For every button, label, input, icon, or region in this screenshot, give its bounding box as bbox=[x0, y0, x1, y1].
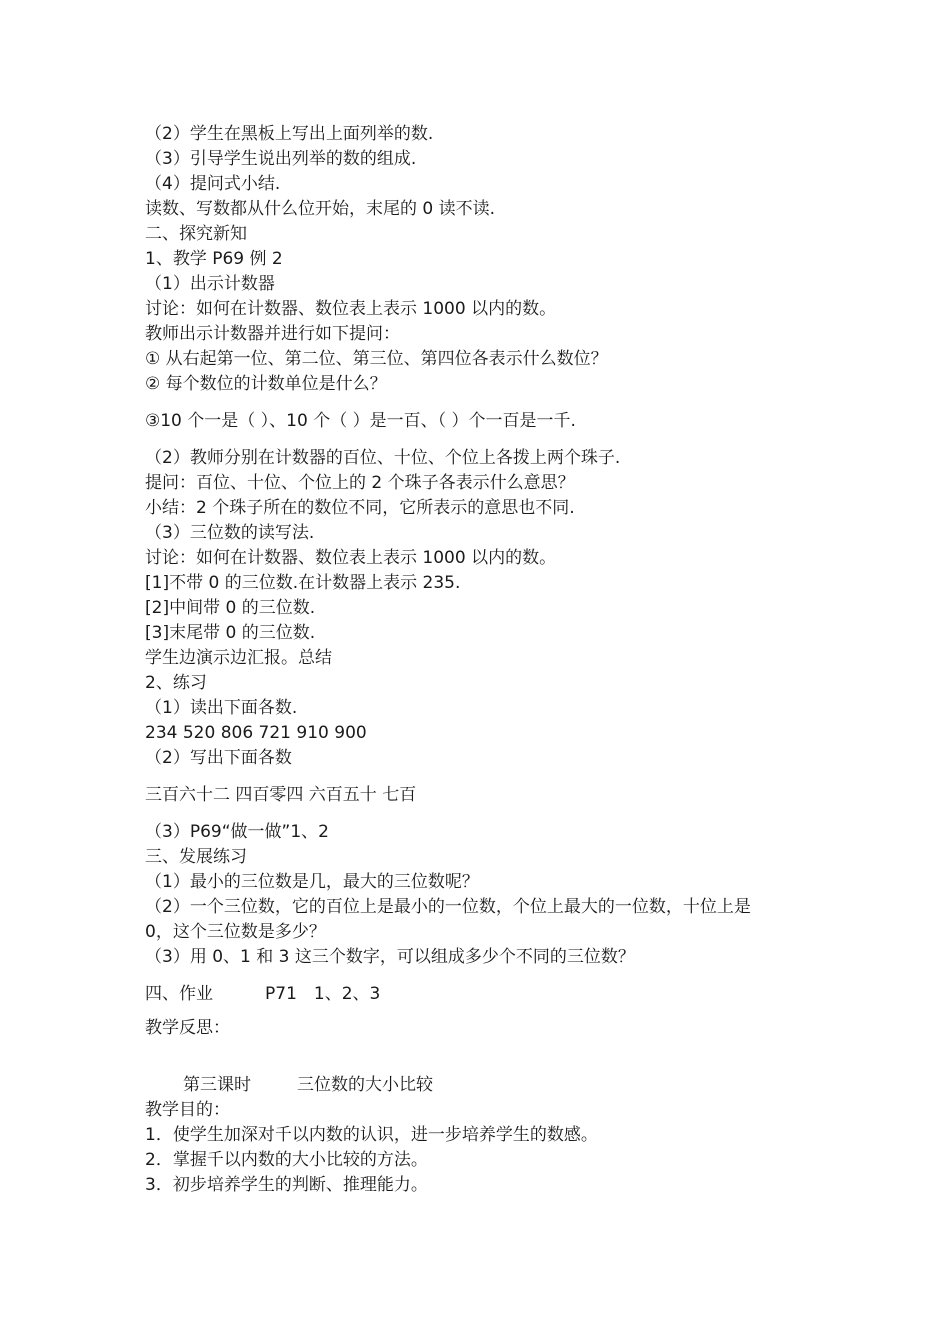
text-line: 讨论：如何在计数器、数位表上表示 1000 以内的数。 bbox=[145, 548, 557, 568]
list-item: [2]中间带 0 的三位数. bbox=[145, 598, 316, 618]
number-list: 234 520 806 721 910 900 bbox=[145, 723, 367, 743]
question-item: （1）最小的三位数是几，最大的三位数呢？ bbox=[145, 872, 479, 892]
text-line: （1）读出下面各数. bbox=[145, 698, 298, 718]
lesson-title bbox=[145, 1073, 825, 1098]
objective-item: 2．掌握千以内数的大小比较的方法。 bbox=[145, 1150, 428, 1170]
question-item: ② 每个数位的计数单位是什么？ bbox=[145, 374, 387, 394]
text-line: 学生边演示边汇报。总结 bbox=[145, 648, 332, 668]
question-item: （3）用 0、1 和 3 这三个数字，可以组成多少个不同的三位数？ bbox=[145, 947, 635, 967]
section-heading: 四、作业 bbox=[145, 984, 213, 1004]
question-item: （2）一个三位数，它的百位上是最小的一位数，个位上最大的一位数，十位上是 bbox=[145, 897, 751, 917]
number-words: 三百六十二 四百零四 六百五十 七百 bbox=[145, 785, 417, 805]
text-line: （3）P69“做一做”1、2 bbox=[145, 822, 329, 842]
lesson-number: 第三课时 bbox=[183, 1075, 251, 1095]
question-item-continued: 0，这个三位数是多少？ bbox=[145, 922, 326, 942]
subsection-heading: 1、教学 P69 例 2 bbox=[145, 249, 283, 269]
reflection-label: 教学反思： bbox=[145, 1018, 230, 1038]
homework-pages: P71 1、2、3 bbox=[265, 984, 381, 1004]
section-heading: 三、发展练习 bbox=[145, 847, 247, 867]
objective-item: 1．使学生加深对千以内数的认识，进一步培养学生的数感。 bbox=[145, 1125, 598, 1145]
text-line: 教师出示计数器并进行如下提问： bbox=[145, 324, 400, 344]
lesson-topic: 三位数的大小比较 bbox=[297, 1075, 433, 1095]
objective-item: 3．初步培养学生的判断、推理能力。 bbox=[145, 1175, 428, 1195]
objectives-heading: 教学目的： bbox=[145, 1100, 230, 1120]
text-line: 讨论：如何在计数器、数位表上表示 1000 以内的数。 bbox=[145, 299, 557, 319]
text-line: 小结：2 个珠子所在的数位不同，它所表示的意思也不同. bbox=[145, 498, 575, 518]
text-line: （2）教师分别在计数器的百位、十位、个位上各拨上两个珠子. bbox=[145, 448, 621, 468]
question-item: ③10 个一是（ ）、10 个（ ）是一百、（ ）个一百是一千. bbox=[145, 411, 576, 431]
question-item: ① 从右起第一位、第二位、第三位、第四位各表示什么数位？ bbox=[145, 349, 608, 369]
list-item: [3]末尾带 0 的三位数. bbox=[145, 623, 316, 643]
text-line: （3）引导学生说出列举的数的组成. bbox=[145, 149, 417, 169]
subsection-heading: 2、练习 bbox=[145, 673, 207, 693]
homework-line bbox=[145, 982, 825, 1007]
text-line: （3）三位数的读写法. bbox=[145, 523, 315, 543]
list-item: [1]不带 0 的三位数.在计数器上表示 235. bbox=[145, 573, 461, 593]
text-line: 提问：百位、十位、个位上的 2 个珠子各表示什么意思？ bbox=[145, 473, 575, 493]
text-line: （4）提问式小结. bbox=[145, 174, 281, 194]
document-page bbox=[145, 122, 825, 1198]
text-line: （2）写出下面各数 bbox=[145, 748, 292, 768]
text-line: （2）学生在黑板上写出上面列举的数. bbox=[145, 124, 434, 144]
text-line: 读数、写数都从什么位开始，末尾的 0 读不读. bbox=[145, 199, 496, 219]
text-line: （1）出示计数器 bbox=[145, 274, 275, 294]
section-heading: 二、探究新知 bbox=[145, 224, 247, 244]
